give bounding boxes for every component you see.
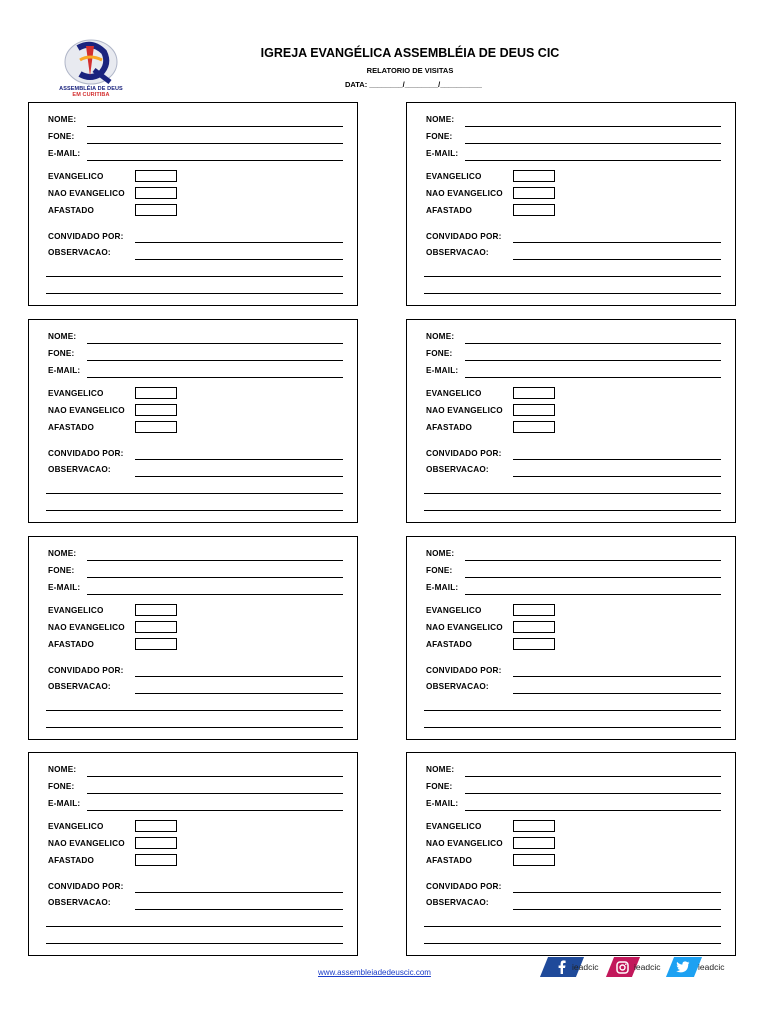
evangelico-checkbox[interactable] — [135, 387, 177, 399]
visit-card — [406, 102, 736, 306]
nao-evangelico-checkbox[interactable] — [135, 621, 177, 633]
observacao-label: OBSERVACAO: — [48, 898, 111, 907]
convidado-por-label: CONVIDADO POR: — [426, 232, 502, 241]
logo-title: ASSEMBLÉIA DE DEUS — [59, 86, 123, 92]
nao-evangelico-label: NAO EVANGELICO — [426, 623, 503, 632]
nome-input[interactable] — [465, 343, 721, 344]
afastado-label: AFASTADO — [48, 423, 95, 432]
nao-evangelico-label: NAO EVANGELICO — [48, 406, 125, 415]
logo-text — [50, 86, 132, 98]
fone-label: FONE: — [426, 132, 453, 141]
page-title: IGREJA EVANGÉLICA ASSEMBLÉIA DE DEUS CIC — [260, 46, 560, 60]
evangelico-checkbox[interactable] — [135, 820, 177, 832]
convidado-por-label: CONVIDADO POR: — [48, 449, 124, 458]
afastado-checkbox[interactable] — [135, 638, 177, 650]
nome-label: NOME: — [48, 115, 77, 124]
fone-input[interactable] — [87, 793, 343, 794]
email-label: E-MAIL: — [426, 583, 459, 592]
fone-input[interactable] — [87, 577, 343, 578]
afastado-label: AFASTADO — [48, 206, 95, 215]
visit-card — [406, 752, 736, 956]
observacao-line[interactable] — [46, 727, 343, 728]
convidado-por-input[interactable] — [513, 242, 721, 243]
fone-input[interactable] — [465, 793, 721, 794]
nao-evangelico-checkbox[interactable] — [513, 837, 555, 849]
fone-label: FONE: — [48, 782, 75, 791]
nao-evangelico-label: NAO EVANGELICO — [48, 839, 125, 848]
observacao-line[interactable] — [46, 943, 343, 944]
facebook-handle[interactable]: ieadcic — [572, 962, 599, 972]
nome-input[interactable] — [87, 776, 343, 777]
afastado-checkbox[interactable] — [513, 421, 555, 433]
email-input[interactable] — [87, 160, 343, 161]
nao-evangelico-checkbox[interactable] — [513, 187, 555, 199]
observacao-label: OBSERVACAO: — [48, 682, 111, 691]
nome-label: NOME: — [48, 332, 77, 341]
convidado-por-input[interactable] — [513, 676, 721, 677]
email-label: E-MAIL: — [426, 799, 459, 808]
observacao-line[interactable] — [424, 293, 721, 294]
observacao-line[interactable] — [424, 493, 721, 494]
visit-card — [406, 536, 736, 740]
observacao-label: OBSERVACAO: — [426, 465, 489, 474]
nao-evangelico-label: NAO EVANGELICO — [48, 189, 125, 198]
evangelico-label: EVANGELICO — [48, 172, 104, 181]
social-links — [540, 957, 750, 977]
nome-label: NOME: — [48, 549, 77, 558]
nome-input[interactable] — [465, 776, 721, 777]
fone-input[interactable] — [465, 577, 721, 578]
observacao-line[interactable] — [46, 493, 343, 494]
observacao-label: OBSERVACAO: — [426, 682, 489, 691]
observacao-line[interactable] — [424, 926, 721, 927]
observacao-label: OBSERVACAO: — [426, 898, 489, 907]
date-field[interactable]: DATA: ________/________/__________ — [345, 80, 482, 89]
convidado-por-input[interactable] — [513, 459, 721, 460]
afastado-checkbox[interactable] — [135, 421, 177, 433]
fone-label: FONE: — [426, 349, 453, 358]
nao-evangelico-label: NAO EVANGELICO — [426, 406, 503, 415]
nome-label: NOME: — [426, 549, 455, 558]
observacao-label: OBSERVACAO: — [426, 248, 489, 257]
evangelico-label: EVANGELICO — [426, 172, 482, 181]
instagram-handle[interactable]: ieadcic — [634, 962, 661, 972]
nao-evangelico-checkbox[interactable] — [135, 187, 177, 199]
evangelico-checkbox[interactable] — [513, 170, 555, 182]
nome-input[interactable] — [87, 560, 343, 561]
observacao-line[interactable] — [424, 710, 721, 711]
convidado-por-label: CONVIDADO POR: — [426, 449, 502, 458]
twitter-icon[interactable] — [676, 961, 690, 973]
afastado-checkbox[interactable] — [513, 204, 555, 216]
evangelico-label: EVANGELICO — [48, 606, 104, 615]
visit-card — [406, 319, 736, 523]
evangelico-label: EVANGELICO — [426, 822, 482, 831]
email-input[interactable] — [87, 810, 343, 811]
nome-label: NOME: — [426, 115, 455, 124]
observacao-label: OBSERVACAO: — [48, 248, 111, 257]
evangelico-label: EVANGELICO — [426, 606, 482, 615]
afastado-label: AFASTADO — [48, 640, 95, 649]
observacao-label: OBSERVACAO: — [48, 465, 111, 474]
email-input[interactable] — [465, 377, 721, 378]
nao-evangelico-label: NAO EVANGELICO — [426, 189, 503, 198]
observacao-input[interactable] — [513, 259, 721, 260]
twitter-handle[interactable]: ieadcic — [698, 962, 725, 972]
logo-subtitle: EM CURITIBA — [72, 92, 110, 98]
observacao-input[interactable] — [513, 909, 721, 910]
email-input[interactable] — [87, 377, 343, 378]
convidado-por-label: CONVIDADO POR: — [426, 666, 502, 675]
visit-card — [28, 536, 358, 740]
nao-evangelico-checkbox[interactable] — [513, 621, 555, 633]
observacao-input[interactable] — [135, 909, 343, 910]
observacao-line[interactable] — [46, 293, 343, 294]
fone-label: FONE: — [48, 349, 75, 358]
nome-label: NOME: — [48, 765, 77, 774]
email-label: E-MAIL: — [48, 799, 81, 808]
email-label: E-MAIL: — [48, 366, 81, 375]
convidado-por-input[interactable] — [135, 892, 343, 893]
email-label: E-MAIL: — [426, 366, 459, 375]
afastado-checkbox[interactable] — [513, 854, 555, 866]
observacao-line[interactable] — [46, 710, 343, 711]
afastado-checkbox[interactable] — [513, 638, 555, 650]
church-logo-icon — [50, 36, 132, 88]
email-label: E-MAIL: — [48, 583, 81, 592]
afastado-label: AFASTADO — [426, 206, 473, 215]
fone-input[interactable] — [465, 143, 721, 144]
fone-label: FONE: — [48, 566, 75, 575]
email-input[interactable] — [465, 160, 721, 161]
observacao-line[interactable] — [424, 276, 721, 277]
observacao-input[interactable] — [513, 693, 721, 694]
fone-input[interactable] — [87, 360, 343, 361]
observacao-line[interactable] — [46, 276, 343, 277]
evangelico-checkbox[interactable] — [513, 820, 555, 832]
visit-card — [28, 319, 358, 523]
observacao-line[interactable] — [424, 727, 721, 728]
email-label: E-MAIL: — [48, 149, 81, 158]
evangelico-label: EVANGELICO — [48, 389, 104, 398]
facebook-icon[interactable] — [556, 960, 568, 974]
fone-input[interactable] — [87, 143, 343, 144]
nome-input[interactable] — [87, 343, 343, 344]
convidado-por-label: CONVIDADO POR: — [426, 882, 502, 891]
nome-input[interactable] — [465, 560, 721, 561]
observacao-input[interactable] — [135, 259, 343, 260]
evangelico-checkbox[interactable] — [135, 604, 177, 616]
afastado-label: AFASTADO — [426, 640, 473, 649]
visit-card — [28, 752, 358, 956]
fone-label: FONE: — [426, 566, 453, 575]
evangelico-checkbox[interactable] — [135, 170, 177, 182]
observacao-line[interactable] — [46, 926, 343, 927]
evangelico-checkbox[interactable] — [513, 604, 555, 616]
observacao-input[interactable] — [513, 476, 721, 477]
email-input[interactable] — [87, 594, 343, 595]
nao-evangelico-label: NAO EVANGELICO — [426, 839, 503, 848]
observacao-line[interactable] — [424, 943, 721, 944]
page-subtitle: RELATORIO DE VISITAS — [366, 66, 454, 75]
convidado-por-label: CONVIDADO POR: — [48, 232, 124, 241]
instagram-icon[interactable] — [616, 961, 629, 974]
nome-label: NOME: — [426, 765, 455, 774]
email-input[interactable] — [465, 594, 721, 595]
email-input[interactable] — [465, 810, 721, 811]
convidado-por-input[interactable] — [513, 892, 721, 893]
observacao-line[interactable] — [424, 510, 721, 511]
nao-evangelico-checkbox[interactable] — [135, 837, 177, 849]
convidado-por-input[interactable] — [135, 459, 343, 460]
visit-card — [28, 102, 358, 306]
evangelico-label: EVANGELICO — [48, 822, 104, 831]
afastado-label: AFASTADO — [426, 423, 473, 432]
afastado-label: AFASTADO — [48, 856, 95, 865]
nao-evangelico-label: NAO EVANGELICO — [48, 623, 125, 632]
afastado-label: AFASTADO — [426, 856, 473, 865]
afastado-checkbox[interactable] — [135, 854, 177, 866]
nao-evangelico-checkbox[interactable] — [135, 404, 177, 416]
evangelico-checkbox[interactable] — [513, 387, 555, 399]
observacao-input[interactable] — [135, 476, 343, 477]
convidado-por-label: CONVIDADO POR: — [48, 882, 124, 891]
nao-evangelico-checkbox[interactable] — [513, 404, 555, 416]
convidado-por-input[interactable] — [135, 242, 343, 243]
website-link[interactable]: www.assembleiadedeuscic.com — [318, 968, 431, 977]
fone-label: FONE: — [48, 132, 75, 141]
convidado-por-label: CONVIDADO POR: — [48, 666, 124, 675]
observacao-input[interactable] — [135, 693, 343, 694]
nome-label: NOME: — [426, 332, 455, 341]
convidado-por-input[interactable] — [135, 676, 343, 677]
observacao-line[interactable] — [46, 510, 343, 511]
fone-input[interactable] — [465, 360, 721, 361]
nome-input[interactable] — [87, 126, 343, 127]
afastado-checkbox[interactable] — [135, 204, 177, 216]
evangelico-label: EVANGELICO — [426, 389, 482, 398]
fone-label: FONE: — [426, 782, 453, 791]
email-label: E-MAIL: — [426, 149, 459, 158]
nome-input[interactable] — [465, 126, 721, 127]
